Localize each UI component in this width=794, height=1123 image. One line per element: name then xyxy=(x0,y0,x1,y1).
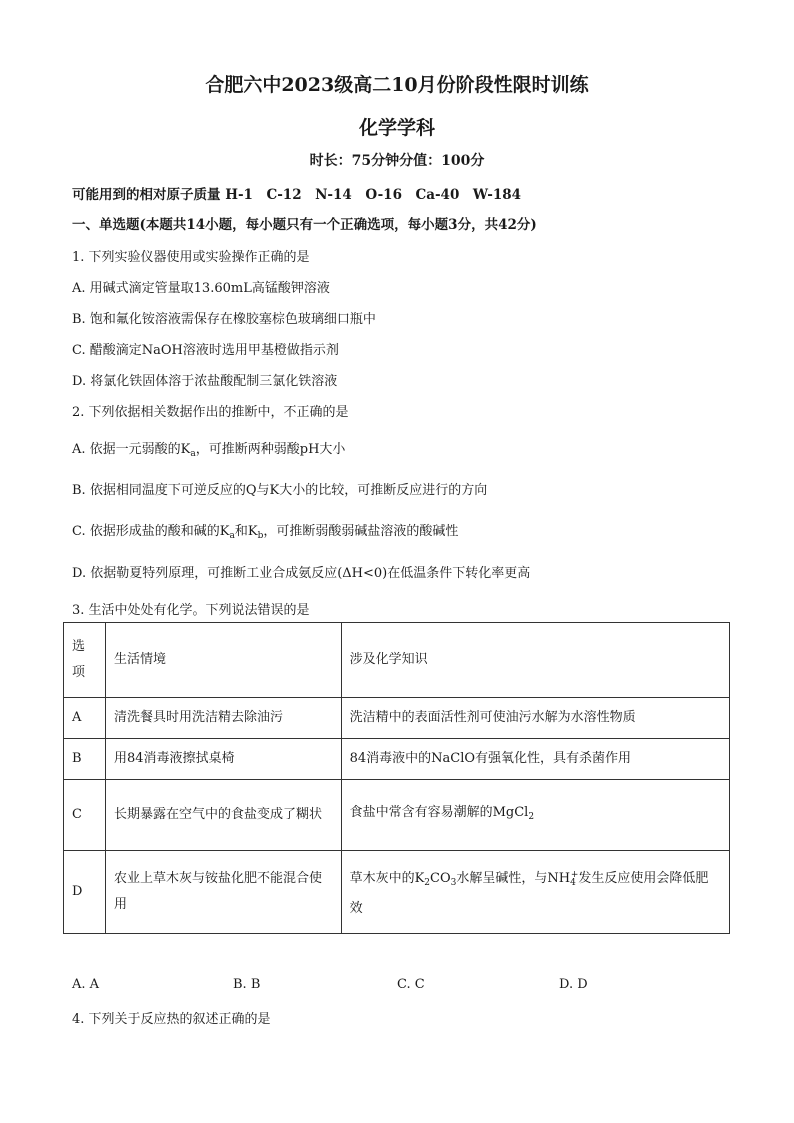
row-knowledge: 84消毒液中的NaClO有强氧化性，具有杀菌作用 xyxy=(341,739,729,780)
row-scene: 清洗餐具时用洗洁精去除油污 xyxy=(105,698,341,739)
row-knowledge: 食盐中常含有容易潮解的MgCl$_2$ xyxy=(341,780,729,851)
q1-option-a: A. 用碱式滴定管量取13.60mL高锰酸钾溶液 xyxy=(72,281,330,296)
row-option: A xyxy=(64,698,106,739)
atomic-masses: 可能用到的相对原子质量 H-1 C-12 N-14 O-16 Ca-40 W-184 xyxy=(72,187,522,203)
table-row xyxy=(64,851,730,934)
q2-option-d: D. 依据勒夏特列原理，可推断工业合成氨反应(ΔH<0)在低温条件下转化率更高 xyxy=(72,566,531,581)
q2-option-a: A. 依据一元弱酸的$K_a$，可推断两种弱酸pH大小 xyxy=(72,442,346,459)
q2-option-c: C. 依据形成盐的酸和碱的$K_a$和$K_b$，可推断弱酸弱碱盐溶液的酸碱性 xyxy=(72,524,459,541)
exam-title: 合肥六中2023级高二10月份阶段性限时训练 xyxy=(205,74,589,96)
q3-choice-d: D. D xyxy=(559,977,588,992)
q2-option-b: B. 依据相同温度下可逆反应的Q与K大小的比较，可推断反应进行的方向 xyxy=(72,483,488,498)
row-option: B xyxy=(64,739,106,780)
row-option: D xyxy=(64,851,106,934)
row-scene: 用84消毒液擦拭桌椅 xyxy=(105,739,341,780)
q3-choice-c: C. C xyxy=(397,977,425,992)
row-knowledge: 草木灰中的$K_2CO_3$水解呈碱性，与$NH_4^+$发生反应使用会降低肥效 xyxy=(341,851,729,934)
row-option: C xyxy=(64,780,106,851)
exam-meta: 时长：75分钟分值：100分 xyxy=(309,153,485,169)
q2-stem: 2. 下列依据相关数据作出的推断中，不正确的是 xyxy=(72,405,349,420)
q1-option-b: B. 饱和氟化铵溶液需保存在橡胶塞棕色玻璃细口瓶中 xyxy=(72,312,376,327)
subject-title: 化学学科 xyxy=(358,117,435,139)
q3-choice-a: A. A xyxy=(72,977,100,992)
q1-option-c: C. 醋酸滴定NaOH溶液时选用甲基橙做指示剂 xyxy=(72,343,339,358)
section-heading: 一、单选题(本题共14小题，每小题只有一个正确选项，每小题3分，共42分) xyxy=(72,217,537,233)
q3-choice-b: B. B xyxy=(233,977,261,992)
table-row xyxy=(64,739,730,780)
header-scene: 生活情境 xyxy=(105,623,341,698)
table-header-row xyxy=(64,623,730,698)
table-row xyxy=(64,698,730,739)
q1-stem: 1. 下列实验仪器使用或实验操作正确的是 xyxy=(72,250,310,265)
q4-stem: 4. 下列关于反应热的叙述正确的是 xyxy=(72,1012,271,1027)
q3-stem: 3. 生活中处处有化学。下列说法错误的是 xyxy=(72,603,310,618)
row-scene: 农业上草木灰与铵盐化肥不能混合使用 xyxy=(105,851,341,934)
q3-table xyxy=(63,622,730,934)
q1-option-d: D. 将氯化铁固体溶于浓盐酸配制三氯化铁溶液 xyxy=(72,374,338,389)
header-knowledge: 涉及化学知识 xyxy=(341,623,729,698)
row-knowledge: 洗洁精中的表面活性剂可使油污水解为水溶性物质 xyxy=(341,698,729,739)
header-option: 选项 xyxy=(64,623,106,698)
table-row xyxy=(64,780,730,851)
row-scene: 长期暴露在空气中的食盐变成了糊状 xyxy=(105,780,341,851)
